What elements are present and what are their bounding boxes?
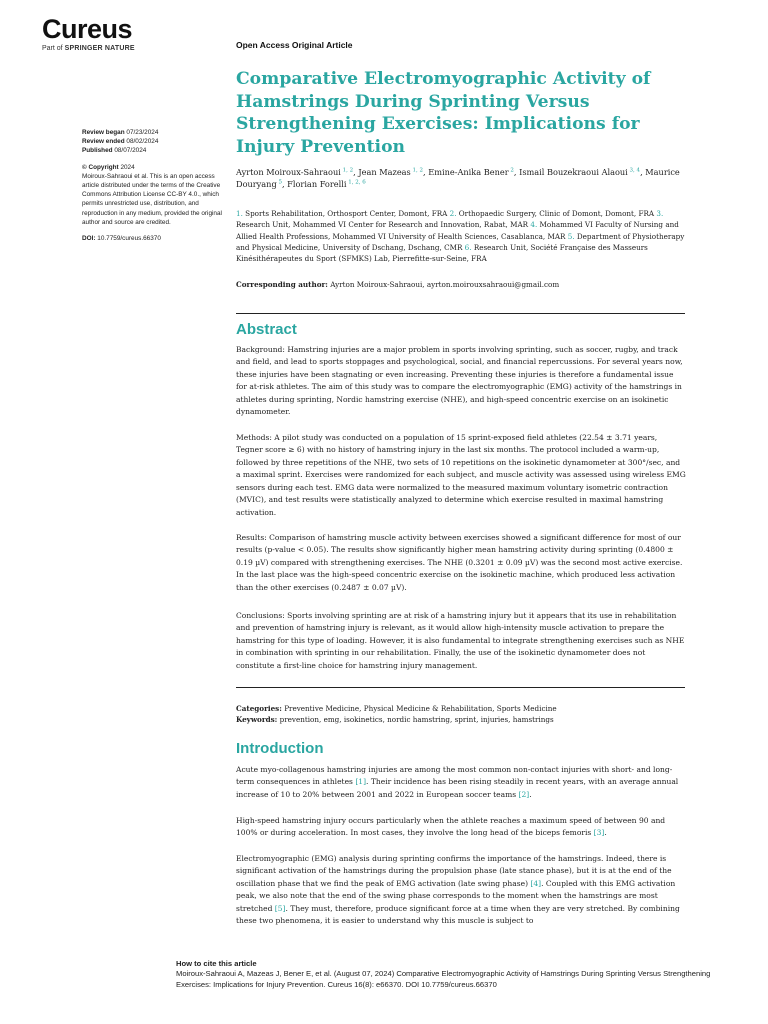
keywords-list: prevention, emg, isokinetics, nordic hamstring, sprint, injuries, hamstrings (279, 715, 554, 724)
published (82, 146, 222, 155)
affiliation-text: Research Unit, Société Française des Masseurs Kinésithérapeutes du Sport (SFMKS) Lab, Pierrefitte-sur-Seine, FRA (236, 242, 648, 264)
article-type-label: Open Access Original Article (236, 40, 353, 50)
reference-link[interactable]: [1] (355, 777, 367, 787)
citation-text: Moiroux-Sahraoui A, Mazeas J, Bener E, et al. (August 07, 2024) Comparative Electromyographic Activity of Hamstrings During Sprinting Versus Strengthening Exercises: Implications for Injury Prevention. Cureus 16(8): e66370. DOI 10.7759/cureus.66370 (176, 969, 711, 989)
copyright (82, 163, 222, 227)
citation-footer (176, 959, 736, 990)
author-affiliation-ref[interactable]: 1, 2, 6 (346, 179, 366, 186)
copyright-year: 2024 (120, 163, 135, 171)
affiliation-list (236, 208, 686, 264)
author-affiliation-ref[interactable]: 1, 2 (340, 167, 354, 174)
affiliation-text: Orthopaedic Surgery, Clinic of Domont, Domont, FRA (458, 209, 655, 218)
intro-paragraph (236, 764, 686, 801)
review-began-label: Review began (82, 129, 125, 136)
affiliation-text: Mohammed VI Faculty of Nursing and Allied Health Professions, Mohammed VI University of Health Sciences, Casablanca, MAR (236, 220, 679, 241)
author-list: Ayrton Moiroux-Sahraoui $^{1, 2}$, Jean Mazeas $^{1, 2}$, Emine-Anika Bener $^2$, Ismail Bouzekraoui Alaoui $^{3, 4}$, Maurice Douryang $^5$, Florian Forelli $^{1, 2, 6}$ (236, 167, 680, 189)
intro-paragraph (236, 815, 686, 840)
author-name: Ayrton Moiroux-Sahraoui (236, 167, 341, 177)
affiliation-number: 5. (567, 231, 575, 241)
affiliation-text: Sports Rehabilitation, Orthosport Center, Domont, FRA (245, 209, 448, 218)
doi-link[interactable]: 10.7759/cureus.66370 (97, 235, 161, 243)
divider (236, 313, 685, 314)
abstract-conclusions: Conclusions: Sports involving sprinting are at risk of a hamstring injury but it appears that its use in rehabilitation and prevention of hamstring injury is relevant, as it would allow high-intensity muscle activation to prepare the hamstring for this type of loading. However, it is also fundamental to integrate strengthening exercises such as NHE in combination with sprinting in our rehabilitation. Finally, the use of the isokinetic dynamometer does not constitute a first-line choice for hamstring injury management. (236, 611, 685, 670)
doi-label: DOI: (82, 235, 96, 243)
intro-text: . (529, 789, 532, 799)
intro-text: . They must, therefore, produce significant force at a time when they are very stretched. By combining these two phenomena, it is easier to understand why this muscle is subject to (236, 903, 680, 926)
logo-part-of (42, 45, 135, 52)
categories-list: Preventive Medicine, Physical Medicine & Rehabilitation, Sports Medicine (284, 704, 557, 713)
review-ended (82, 137, 222, 146)
intro-text: . Coupled with this EMG activation peak, we also note that the end of the swing phase corresponds to the moment when the hamstrings are most stretched (236, 878, 676, 913)
published-date: 08/07/2024 (114, 147, 147, 155)
affiliation-number: 2. (449, 209, 457, 218)
review-ended-label: Review ended (82, 138, 125, 146)
categories (236, 703, 686, 714)
author-name: Ismail Bouzekraoui Alaoui (519, 167, 628, 177)
article-sidebar (82, 128, 222, 243)
intro-paragraph (236, 853, 686, 928)
corresponding-contact[interactable]: Ayrton Moiroux-Sahraoui, ayrton.moirouxsahraoui@gmail.com (330, 280, 560, 289)
abstract-background: Background: Hamstring injuries are a major problem in sports involving sprinting, such as soccer, rugby, and track and field, and lead to sports stoppages and psychological, social, and financial repercussions. For several years now, these injuries have been stagnating or even increasing. Preventing these injuries is therefore a fundamental issue for at-risk athletes. The aim of this study was to compare the electromyographic (EMG) activity of the hamstrings in athletes during sprinting, Nordic hamstring exercise (NHE), and high-speed concentric exercise on an isokinetic dynamometer. (236, 345, 683, 417)
intro-text: Electromyographic (EMG) analysis during sprinting confirms the importance of the hamstrings. Indeed, there is significant activation of the hamstrings during the propulsion phase (late stance phase), but it is at the end of the oscillation phase that we find the peak of EMG activation (late swing phase) (236, 854, 672, 888)
review-began (82, 128, 222, 137)
reference-link[interactable]: [5] (274, 903, 286, 913)
abstract-results: Results: Comparison of hamstring muscle activity between exercises showed a significant difference for most of our results (p-value < 0.05). The results show significantly higher mean hamstring activity during sprinting (0.4800 ± 0.19 µV) compared with strengthening exercises. The NHE (0.3201 ± 0.09 µV) was the second most active exercise. In the last place was the high-speed concentric exercise on the isokinetic machine, which produced less activation than the other exercises (0.2487 ± 0.07 µV). (236, 533, 683, 592)
license-text: Moiroux-Sahraoui et al. This is an open access article distributed under the terms of the Creative Commons Attribution License CC-BY 4.0., which permits unrestricted use, distribution, and reproduction in any medium, provided the original author and source are credited. (82, 172, 222, 226)
intro-text: High-speed hamstring injury occurs particularly when the athlete reaches a maximum speed of between 90 and 100% or during acceleration. In most cases, they involve the long head of the biceps femoris (236, 816, 666, 838)
author-affiliation-ref[interactable]: 3, 4 (627, 167, 641, 174)
intro-text: . (604, 828, 607, 838)
affiliation-number: 3. (656, 209, 664, 218)
author-affiliation-ref[interactable]: 5 (276, 179, 282, 186)
intro-text: . Their incidence has been rising steadily in recent years, with an average annual increase of 10 to 20% between 2001 and 2022 in European soccer teams (236, 777, 679, 799)
author-affiliation-ref[interactable]: 1, 2 (410, 167, 424, 174)
intro-text: Acute myo-collagenous hamstring injuries are among the most common non-contact injuries with short- and long-term consequences in athletes (236, 765, 673, 787)
reference-link[interactable]: [4] (530, 878, 542, 888)
article-title: Comparative Electromyographic Activity of Hamstrings During Sprinting Versus Strengthening Exercises: Implications for Injury Prevention (236, 69, 651, 157)
review-began-date: 07/23/2024 (126, 129, 159, 136)
affiliation-number: 4. (530, 220, 538, 230)
author-name: Florian Forelli (287, 179, 347, 189)
corresponding-label: Corresponding author: (236, 280, 328, 289)
affiliation-text: Research Unit, Mohammed VI Center for Research and Innovation, Rabat, MAR (236, 220, 529, 230)
categories-keywords (236, 703, 686, 725)
reference-link[interactable]: [3] (593, 828, 605, 838)
part-of-text: Part of (42, 45, 63, 52)
abstract-methods: Methods: A pilot study was conducted on a population of 15 sprint-exposed field athletes (22.54 ± 3.71 years, Tegner score ≥ 6) with no history of hamstring injury in the last six months. The protocol included a warm-up, followed by three repetitions of the NHE, two sets of 10 repetitions on the isokinetic dynamometer at 300°/sec, and a maximal sprint. Exercises were randomized for each subject, and muscle activity was assessed using wireless EMG sensors during each test. EMG data were normalized to the measured maximum voluntary isometric contraction (MVIC), and test results were statistically analyzed to determine which exercise resulted in maximal hamstring activation. (236, 433, 686, 517)
review-ended-date: 08/02/2024 (126, 138, 159, 146)
parent-brand: SPRINGER NATURE (64, 45, 135, 52)
citation-heading: How to cite this article (176, 959, 257, 968)
introduction-heading: Introduction (236, 740, 324, 757)
abstract-heading: Abstract (236, 321, 297, 338)
cureus-logo[interactable] (42, 16, 135, 52)
divider (236, 687, 685, 688)
author-name: Emine-Anika Bener (428, 167, 509, 177)
keywords (236, 714, 686, 725)
author-affiliation-ref[interactable]: 2 (508, 167, 514, 174)
published-label: Published (82, 147, 113, 155)
author-name: Jean Mazeas (358, 167, 411, 177)
corresponding-author (236, 280, 686, 289)
reference-link[interactable]: [2] (518, 789, 530, 799)
affiliation-text: Department of Physiotherapy and Physical Medicine, University of Dschang, Dschang, CMR (236, 231, 685, 252)
keywords-label: Keywords: (236, 715, 278, 724)
logo-wordmark: Cureus (42, 14, 133, 44)
doi (82, 234, 222, 243)
categories-label: Categories: (236, 704, 282, 713)
author-name: Maurice Douryang (236, 167, 680, 189)
affiliation-number: 1. (236, 209, 243, 218)
copyright-label: © Copyright (82, 163, 119, 171)
affiliation-number: 6. (464, 242, 472, 252)
